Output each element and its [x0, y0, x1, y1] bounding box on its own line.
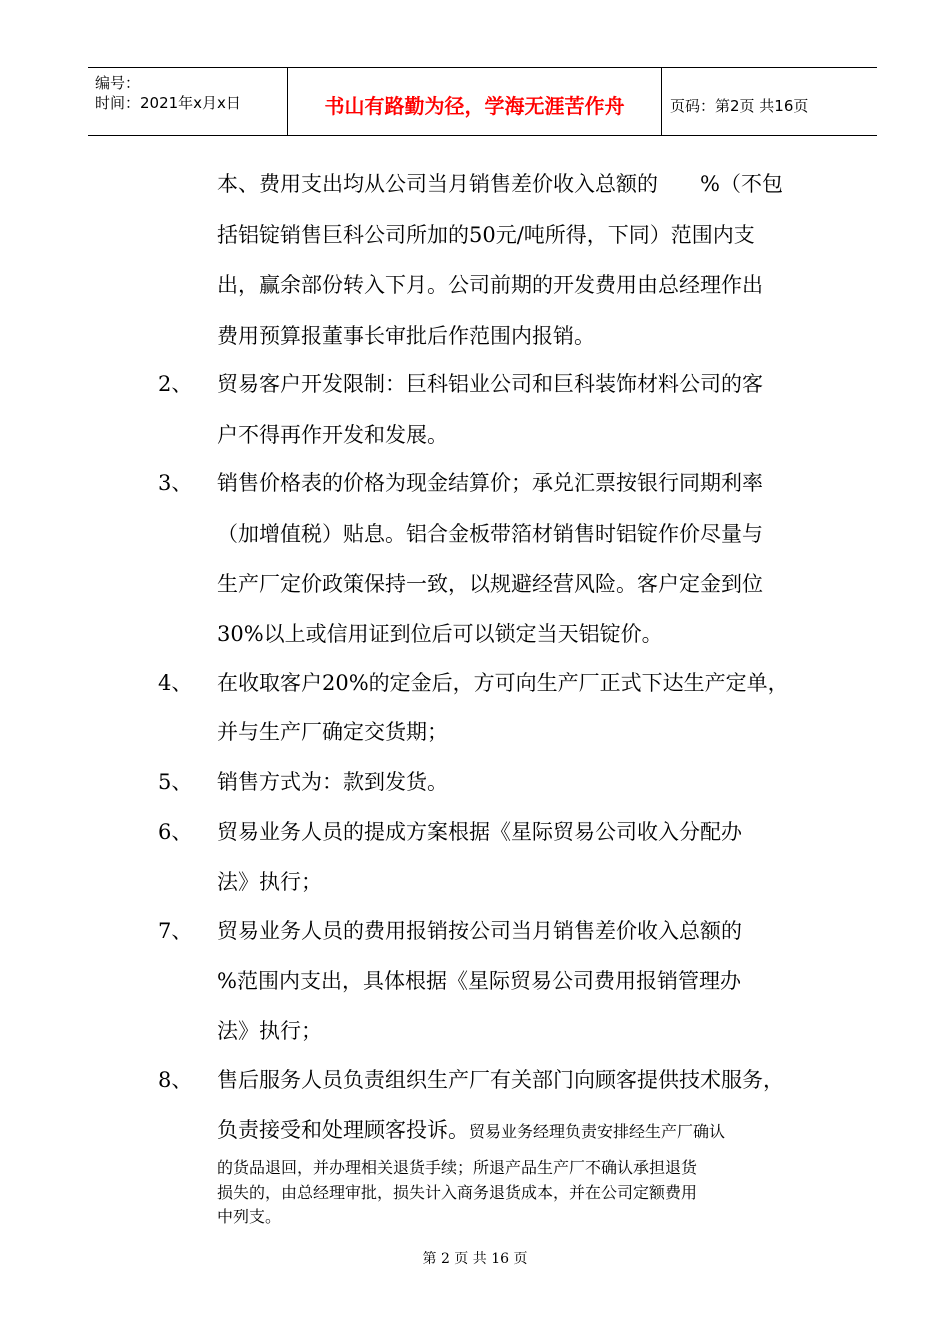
- body-line: 费用预算报董事长审批后作范围内报销。: [217, 324, 595, 348]
- small-body-line: 损失的，由总经理审批，损失计入商务退货成本，并在公司定额费用: [217, 1183, 698, 1202]
- item-number: 7、: [158, 919, 193, 943]
- item-number: 5、: [158, 770, 193, 794]
- body-line: 销售价格表的价格为现金结算价；承兑汇票按银行同期利率: [217, 471, 763, 495]
- body-line: 在收取客户20%的定金后，方可向生产厂正式下达生产定单，: [217, 671, 789, 695]
- body-line: 销售方式为：款到发货。: [217, 770, 448, 794]
- time-label: 时间：2021年x月x日: [95, 94, 241, 112]
- body-line: 法》执行；: [217, 1019, 322, 1043]
- body-line: 括铝锭销售巨科公司所加的50元/吨所得，下同）范围内支: [217, 223, 755, 247]
- motto: 书山有路勤为径，学海无涯苦作舟: [324, 94, 625, 118]
- item-number: 3、: [158, 471, 193, 495]
- item-number: 6、: [158, 820, 193, 844]
- body-line: %范围内支出，具体根据《星际贸易公司费用报销管理办: [217, 969, 741, 993]
- item-number: 8、: [158, 1068, 193, 1092]
- body-line: [217, 1120, 725, 1141]
- body-line: 户不得再作开发和发展。: [217, 423, 448, 447]
- small-body-line: 中列支。: [217, 1207, 282, 1226]
- number-label: 编号：: [95, 74, 141, 92]
- body-line: 法》执行；: [217, 870, 322, 894]
- body-line-small-part: 贸易业务经理负责安排经生产厂确认: [469, 1122, 726, 1141]
- body-line: 贸易业务人员的费用报销按公司当月销售差价收入总额的: [217, 919, 742, 943]
- body-line-part: 负责接受和处理顾客投诉。: [217, 1118, 469, 1142]
- small-body-line: 的货品退回，并办理相关退货手续；所退产品生产厂不确认承担退货: [217, 1158, 698, 1177]
- header-meta-cell: [88, 68, 288, 135]
- body-line: 贸易客户开发限制：巨科铝业公司和巨科装饰材料公司的客: [217, 372, 763, 396]
- item-number: 2、: [158, 372, 193, 396]
- body-line: 生产厂定价政策保持一致，以规避经营风险。客户定金到位: [217, 572, 763, 596]
- item-number: 4、: [158, 671, 193, 695]
- body-line: 出，赢余部份转入下月。公司前期的开发费用由总经理作出: [217, 273, 763, 297]
- page-header: [88, 67, 877, 136]
- page-footer: 第 2 页 共 16 页: [422, 1251, 528, 1267]
- body-line: 本、费用支出均从公司当月销售差价收入总额的 %（不包: [217, 172, 783, 196]
- body-line: （加增值税）贴息。铝合金板带箔材销售时铝锭作价尽量与: [217, 522, 763, 546]
- body-line: 并与生产厂确定交货期；: [217, 720, 448, 744]
- body-line: 售后服务人员负责组织生产厂有关部门向顾客提供技术服务，: [217, 1068, 784, 1092]
- body-line: 贸易业务人员的提成方案根据《星际贸易公司收入分配办: [217, 820, 742, 844]
- header-page-cell: [662, 68, 877, 135]
- page-info: 页码：第2页 共16页: [670, 97, 809, 115]
- body-line: 30%以上或信用证到位后可以锁定当天铝锭价。: [217, 622, 663, 646]
- header-motto-cell: [288, 68, 662, 135]
